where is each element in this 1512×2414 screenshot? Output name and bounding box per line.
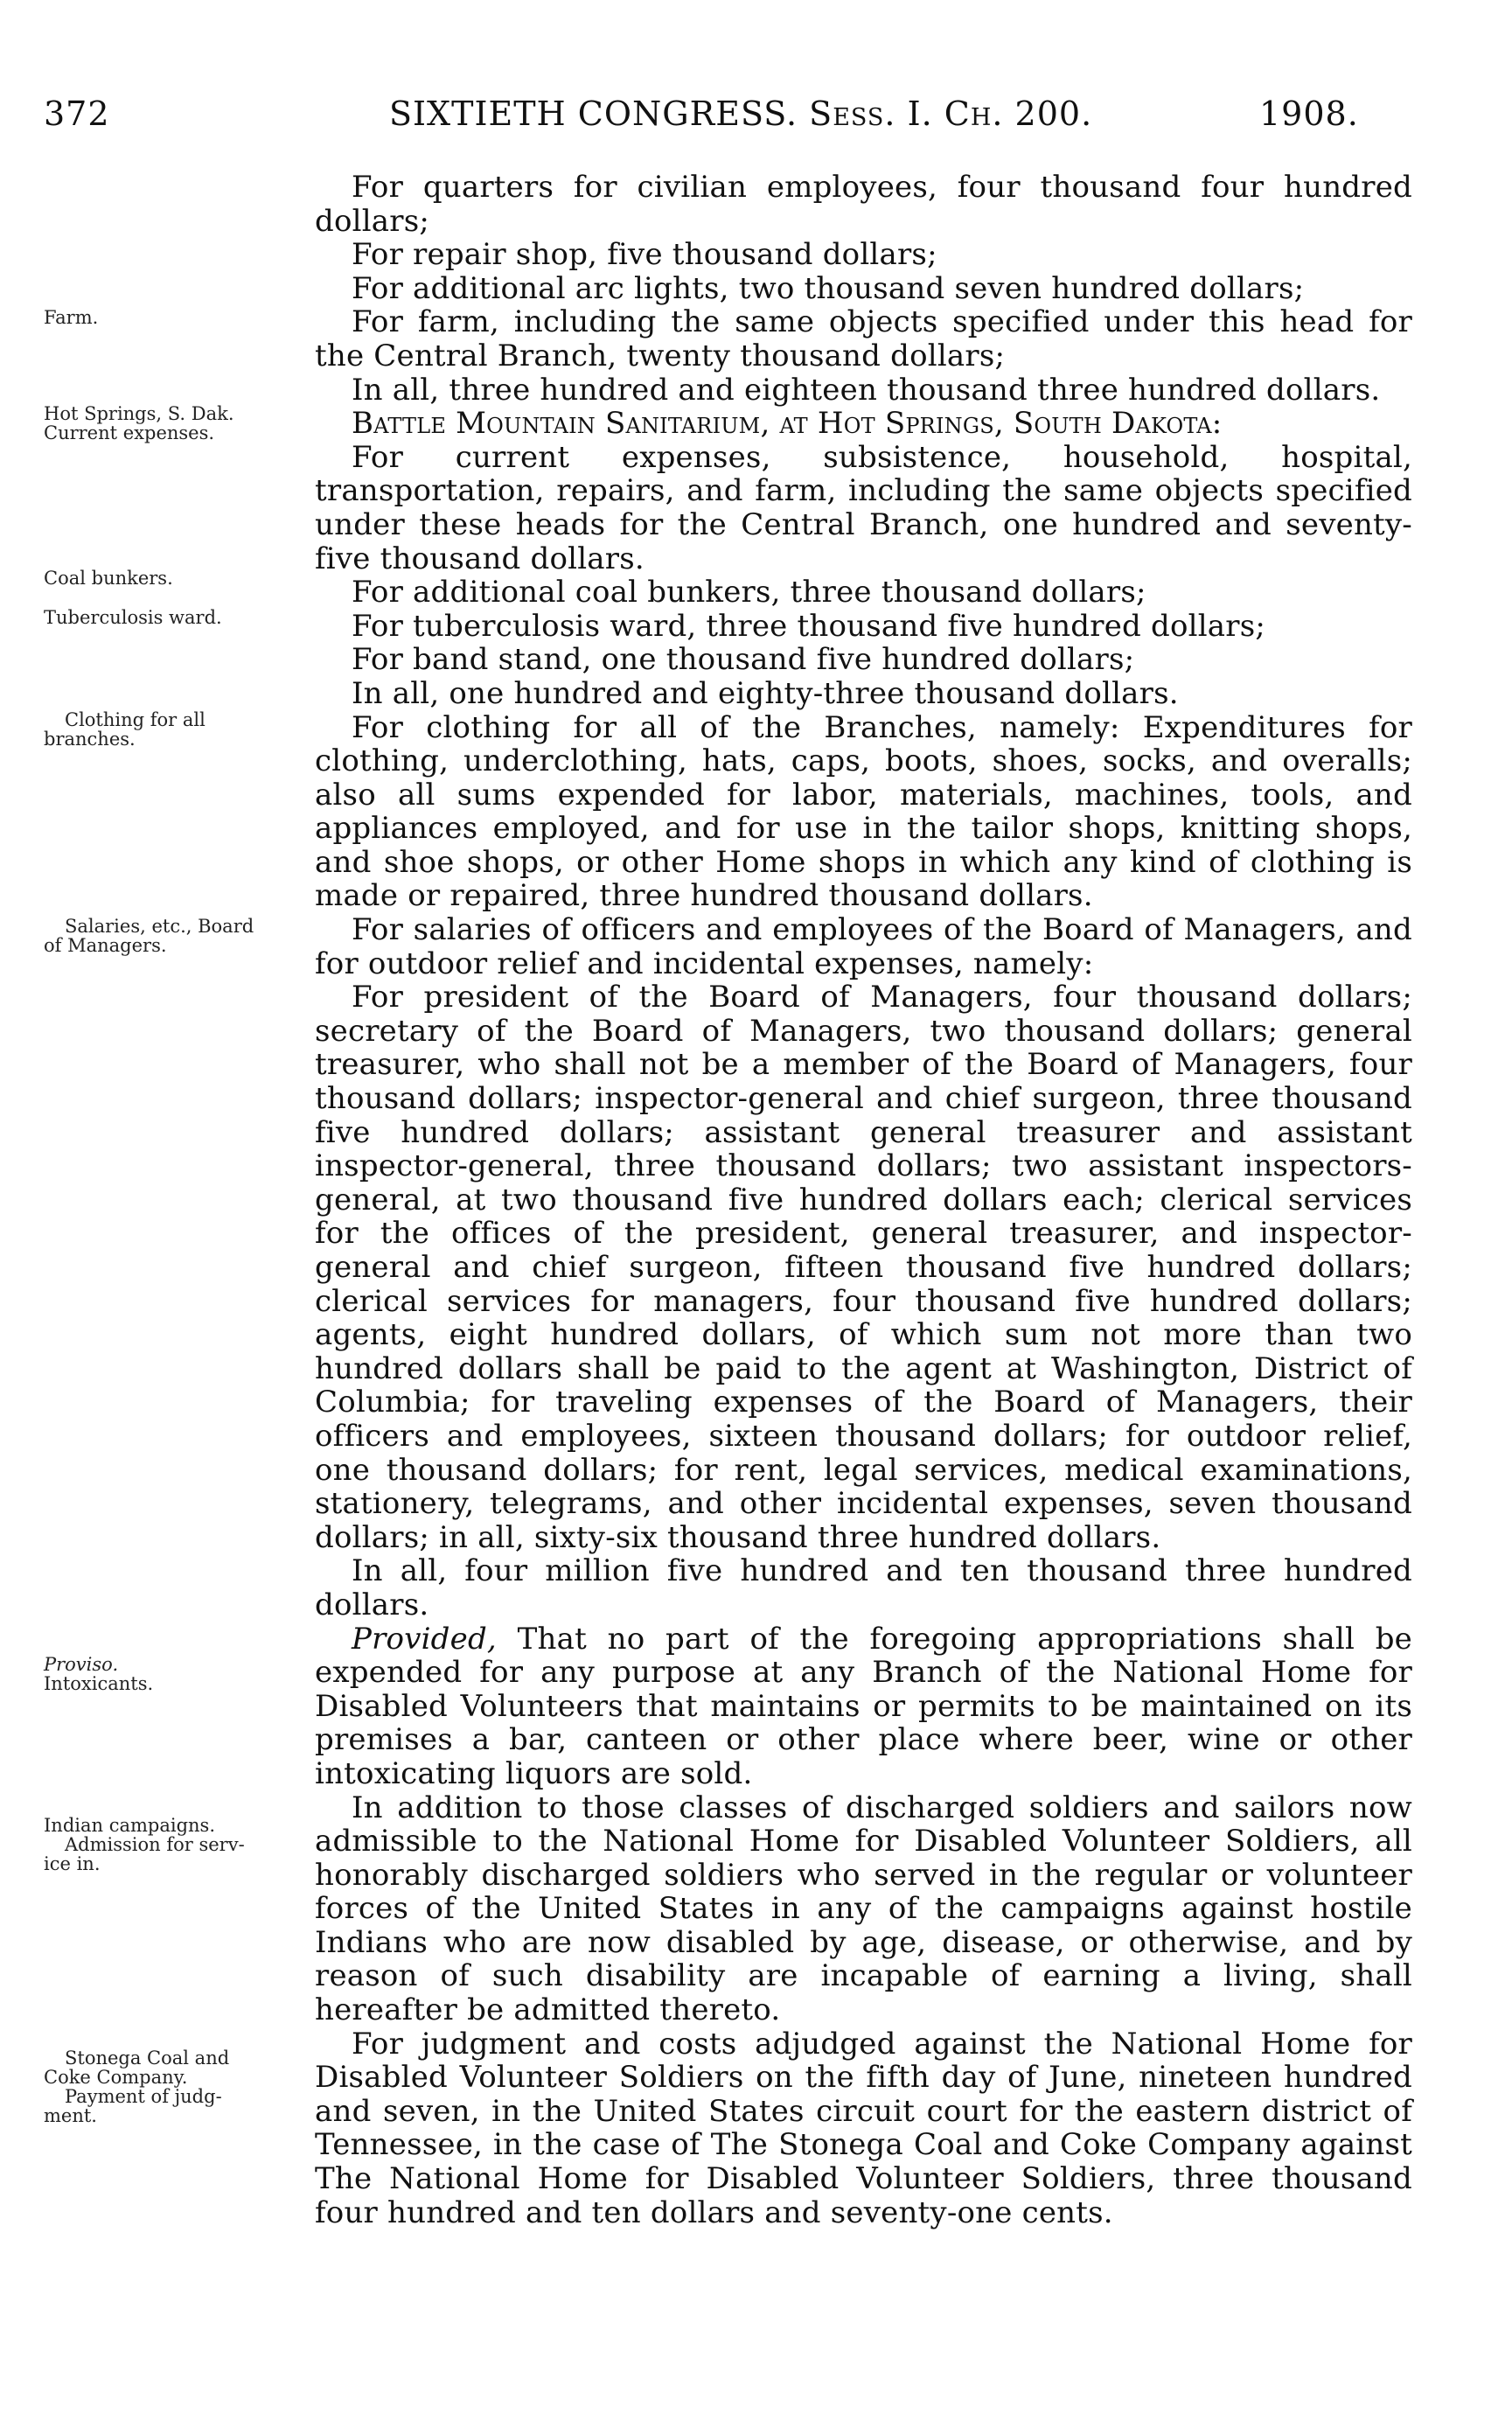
paragraph-indian-campaigns: In addition to those classes of discharged soldiers and sailors now admissible to the National Home for Disabled Volunteer Soldiers, all honorably discharged soldiers who served in the regular or volunteer forces of the United States in any of the campaigns against hostile Indians who are now disabled by age, disease, or otherwise, and by reason of such disability are incapable of earning a living, shall hereafter be admitted thereto. [315,1790,1412,2028]
paragraph-clothing: For clothing for all of the Branches, namely: Expenditures for clothing, underclothing, hats, caps, boots, shoes, socks, and overalls; also all sums expended for labor, materials, machines, tools, and appliances employed, and for use in the tailor shops, knitting shops, and shoe shops, or other Home shops in which any kind of clothing is made or repaired, three hundred thousand dollars. [315,709,1412,914]
paragraph-total-2: In all, one hundred and eighty-three thousand dollars. [352,675,1179,711]
paragraph-quarters: For quarters for civilian employees, four thousand four hundred dollars; [315,170,1412,239]
proviso-lead: Provided, [352,1621,497,1657]
paragraph-salaries-detail: For president of the Board of Managers, four thousand dollars; secretary of the Board of Managers, two thousand dollars; general treasurer, who shall not be a member of the Board of Managers, four thousand dollars; inspector-general and chief surgeon, three thousand five hundred dollars; assistant general treasurer and assistant inspector-general, three thousand dollars; two assistant inspectors-general, at two thousand five hundred dollars each; clerical services for the offices of the president, general treasurer, and inspector-general and chief surgeon, fifteen thousand five hundred dollars; clerical services for managers, four thousand five hundred dollars; agents, eight hundred dollars, of which sum not more than two hundred dollars shall be paid to the agent at Washington, District of Columbia; for traveling expenses of the Board of Managers, their officers and employees, sixteen thousand dollars; for outdoor relief, one thousand dollars; for rent, legal services, medical examinations, stationery, telegrams, and other incidental expenses, seven thousand dollars; in all, sixty-six thousand three hundred dollars. [315,980,1412,1555]
year-label: 1908. [1259,94,1359,133]
paragraph-coal-bunkers: For additional coal bunkers, three thousand dollars; [352,575,1146,610]
paragraph-band-stand: For band stand, one thousand five hundred dollars; [352,642,1135,678]
margin-note-clothing: Clothing for all branches. [44,709,206,750]
paragraph-grand-total: In all, four million five hundred and ten thousand three hundred dollars. [315,1553,1412,1622]
paragraph-tuberculosis-ward: For tuberculosis ward, three thousand five hundred dollars; [352,608,1266,644]
paragraph-repair-shop: For repair shop, five thousand dollars; [352,237,937,273]
paragraph-stonega-judgment: For judgment and costs adjudged against the National Home for Disabled Volunteer Soldiers on the fifth day of June, nineteen hundred and seven, in the United States circuit court for the eastern district of Tennessee, in the case of The Stonega Coal and Coke Company against The National Home for Disabled Volunteer Soldiers, three thousand four hundred and ten dollars and seventy-one cents. [315,2026,1412,2230]
margin-note-indian-campaigns: Indian campaigns. Admission for serv- ice in. [44,1815,245,1874]
congress-title: SIXTIETH CONGRESS. [389,94,798,133]
margin-note-hot-springs: Hot Springs, S. Dak. Current expenses. [44,403,234,443]
paragraph-farm: For farm, including the same objects specified under this head for the Central Branch, twenty thousand dollars; [315,304,1412,373]
page-header [44,87,1408,140]
margin-note-salaries: Salaries, etc., Board of Managers. [44,916,254,956]
session-label: Sess. I. [809,94,933,133]
proviso-text: That no part of the foregoing appropriations shall be expended for any purpose at any Branch of the National Home for Disabled Volunteers that maintains or permits to be maintained on its premises a bar, canteen or other place where beer, wine or other intoxicating liquors are sold. [315,1621,1412,1791]
paragraph-proviso [315,1622,1412,1791]
running-head [389,87,1092,140]
page-number: 372 [44,94,110,133]
paragraph-current-expenses: For current expenses, subsistence, household, hospital, transportation, repairs, and farm, including the same objects specified under these heads for the Central Branch, one hundred and seventy-five thousand dollars. [315,439,1412,576]
margin-note-stonega: Stonega Coal and Coke Company. Payment of judg- ment. [44,2048,230,2126]
paragraph-salaries-intro: For salaries of officers and employees of the Board of Managers, and for outdoor relief and incidental expenses, namely: [315,912,1412,981]
margin-note-coal-bunkers: Coal bunkers. [44,568,173,589]
main-text [315,171,1412,2229]
margin-note-farm: Farm. [44,307,99,328]
section-heading-battle-mountain: Battle Mountain Sanitarium, at Hot Springs, South Dakota: [352,406,1223,442]
chapter-label: Ch. 200. [944,94,1093,133]
paragraph-arc-lights: For additional arc lights, two thousand seven hundred dollars; [352,270,1305,306]
margin-note-proviso: Proviso. Intoxicants. [44,1654,154,1694]
paragraph-total-1: In all, three hundred and eighteen thousand three hundred dollars. [352,372,1381,408]
margin-note-tuberculosis: Tuberculosis ward. [44,607,222,628]
